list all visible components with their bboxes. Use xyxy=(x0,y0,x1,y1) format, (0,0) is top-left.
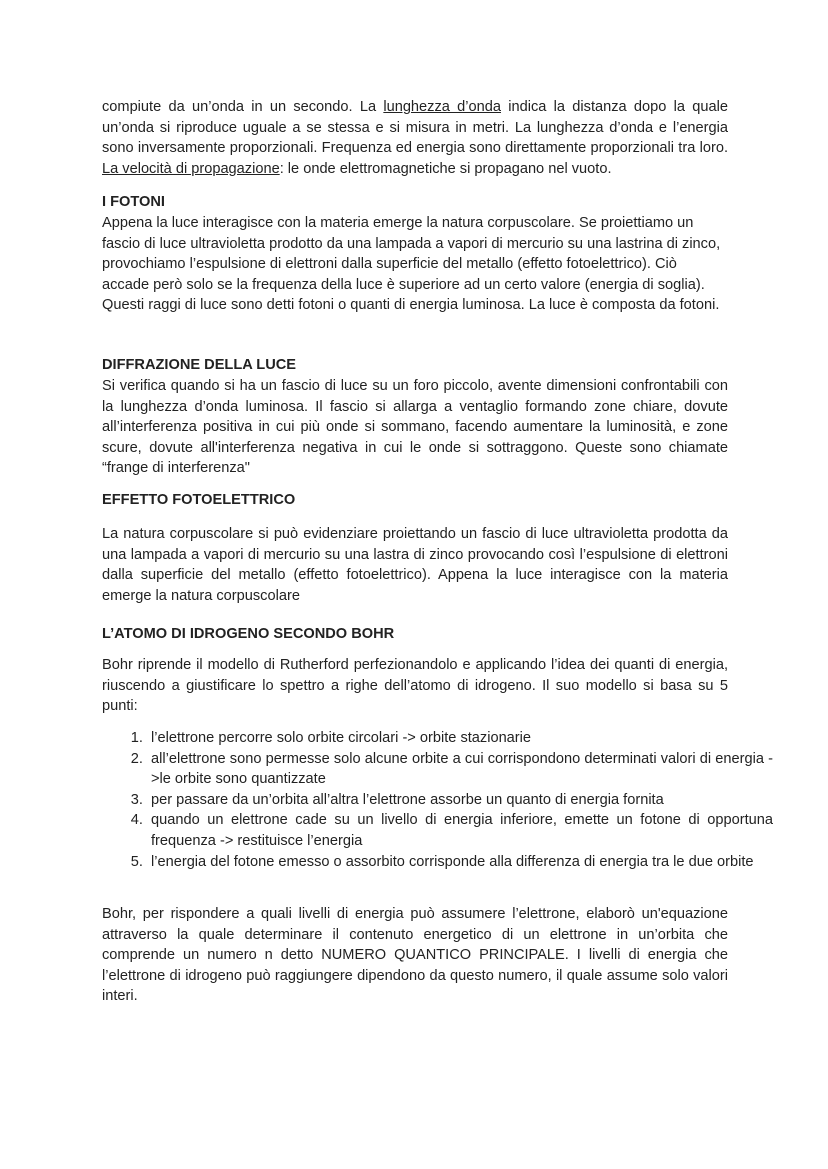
heading-effetto-fotoelettrico: EFFETTO FOTOELETTRICO xyxy=(102,492,296,508)
bohr-points-list xyxy=(102,728,773,872)
list-item: 4. quando un elettrone cade su un livello di energia inferiore, emette un fotone di opportuna frequenza -> restituisce l’energia xyxy=(147,810,773,851)
heading-fotoni: I FOTONI xyxy=(102,194,165,210)
paragraph-bohr-conclusion: Bohr, per rispondere a quali livelli di energia può assumere l’elettrone, elaborò un'equazione attraverso la quale determinare il contenuto energetico di un elettrone in un’orbita che comprende un numero n detto NUMERO QUANTICO PRINCIPALE. I livelli di energia che l’elettrone di idrogeno può raggiungere dipendono da questo numero, il quale assume solo valori interi. xyxy=(102,906,728,1005)
list-item: 3. per passare da un’orbita all’altra l’elettrone assorbe un quanto di energia fornita xyxy=(147,790,773,811)
list-item: 5. l’energia del fotone emesso o assorbito corrisponde alla differenza di energia tra le due orbite xyxy=(147,852,773,873)
paragraph-effetto-fotoelettrico: La natura corpuscolare si può evidenziare proiettando un fascio di luce ultravioletta prodotta da una lampada a vapori di mercurio su una lastra di zinco provocando così l’espulsione di elettroni dalla superficie del metallo (effetto fotoelettrico). Appena la luce interagisce con la materia emerge la natura corpuscolare xyxy=(102,526,728,604)
intro-paragraph xyxy=(102,97,728,179)
paragraph-diffrazione: Si verifica quando si ha un fascio di luce su un foro piccolo, avente dimensioni confrontabili con la lunghezza d’onda luminosa. Il fascio si allarga a ventaglio formando zone chiare, dovute all’interferenza positiva in cui più onde si sommano, facendo aumentare la luminosità, e zone scure, dovute all'interferenza negativa in cui le onde si sottraggono. Queste sono chiamate “frange di interferenza" xyxy=(102,378,728,477)
text: compiute da un’onda in un secondo. La xyxy=(102,99,384,115)
paragraph-bohr-intro: Bohr riprende il modello di Rutherford perfezionandolo e applicando l’idea dei quanti di energia, riuscendo a giustificare lo spettro a righe dell’atomo di idrogeno. Il suo modello si basa su 5 punti: xyxy=(102,657,728,715)
term-lunghezza-onda: lunghezza d’onda xyxy=(383,99,501,115)
list-item: 2. all’elettrone sono permesse solo alcune orbite a cui corrispondono determinati valori di energia ->le orbite sono quantizzate xyxy=(147,749,773,790)
term-velocita-propagazione: La velocità di propagazione xyxy=(102,160,280,177)
text: indica la distanza dopo la quale un’onda si riproduce uguale a se stessa e si misura in metri. La lunghezza d’onda e l’energia sono inversamente proporzionali. Frequenza ed energia sono direttamente proporzionali tra loro. xyxy=(102,99,728,157)
list-item: 1. l’elettrone percorre solo orbite circolari -> orbite stazionarie xyxy=(147,728,773,749)
heading-diffrazione: DIFFRAZIONE DELLA LUCE xyxy=(102,357,297,373)
text: : le onde elettromagnetiche si propagano nel vuoto. xyxy=(279,160,612,177)
paragraph-fotoni: Appena la luce interagisce con la materia emerge la natura corpuscolare. Se proiettiamo un fascio di luce ultravioletta prodotto da una lampada a vapori di mercurio su una lastrina di zinco, provochiamo l’espulsione di elettroni dalla superficie del metallo (effetto fotoelettrico). Ciò accade però solo se la frequenza della luce è superiore ad un certo valore (energia di soglia). Questi raggi di luce sono detti fotoni o quanti di energia luminosa. La luce è composta da fotoni. xyxy=(102,215,721,314)
heading-bohr: L’ATOMO DI IDROGENO SECONDO BOHR xyxy=(102,626,395,642)
